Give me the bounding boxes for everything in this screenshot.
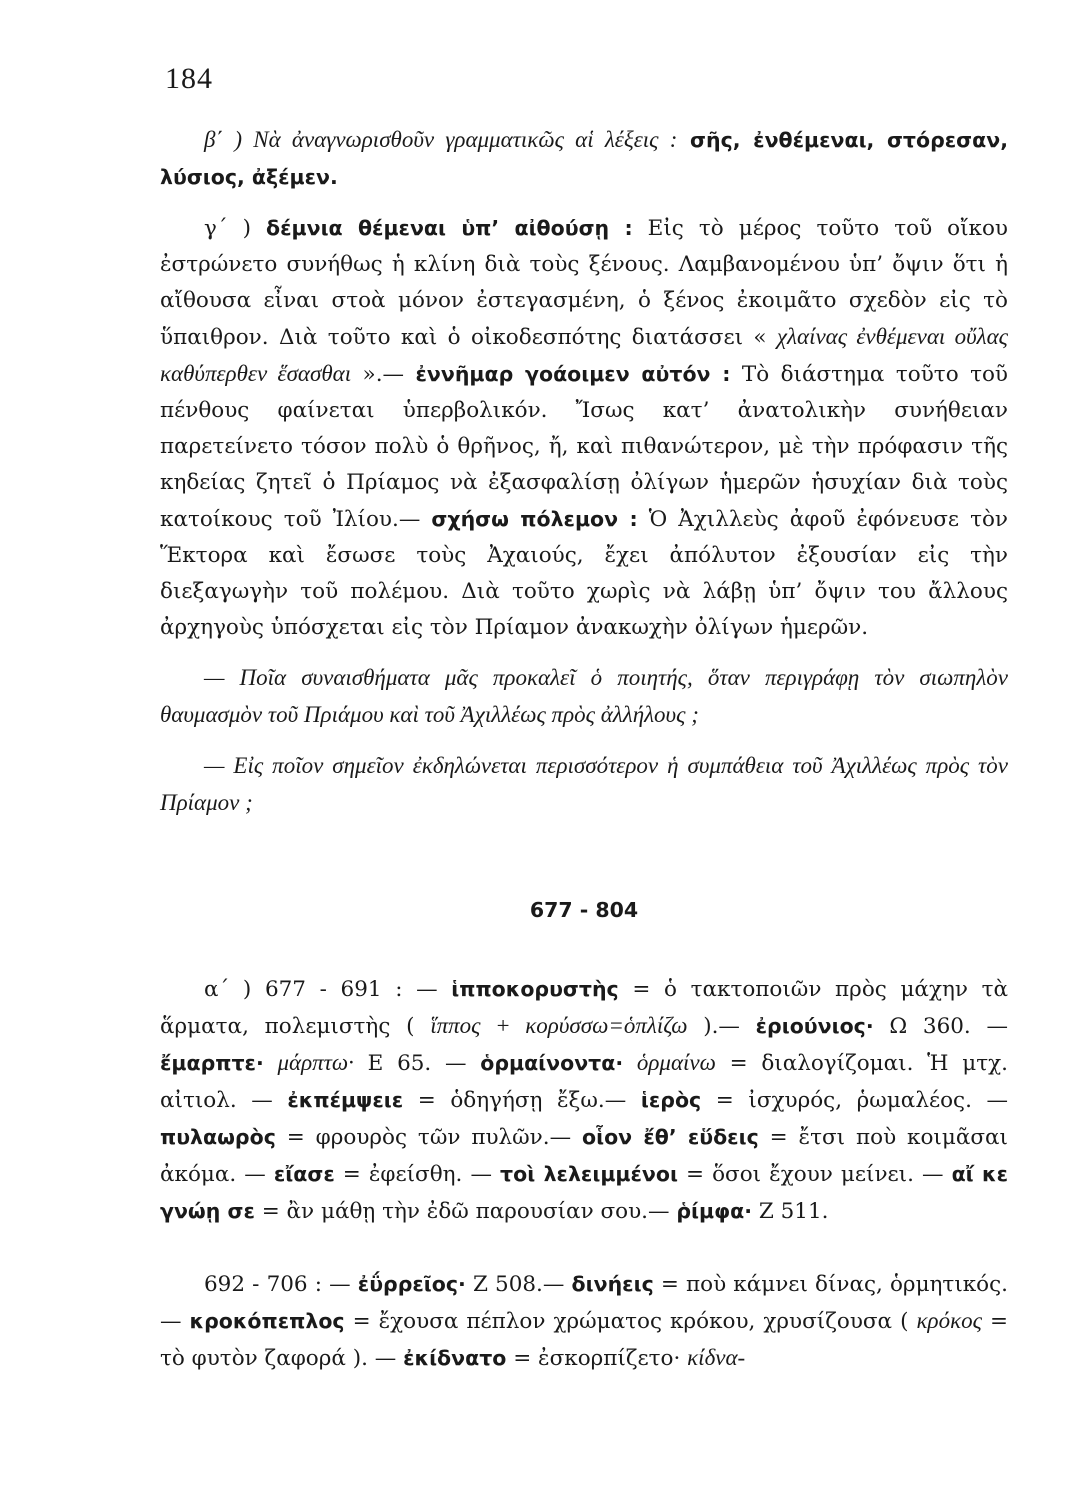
lemma-term: δέμνια θέμεναι ὑπ’ αἰθούσῃ : [266, 216, 633, 240]
body-text: = ποὺ κάμνει δίνας, ὁρμητικός.— [160, 1272, 1009, 1334]
paragraph-beta [160, 122, 1008, 196]
paragraph-alpha [160, 971, 1008, 1230]
italic-text: — Ποῖα συναισθήματα μᾶς προκαλεῖ ὁ ποιητής, ὅταν περιγράφῃ τὸν σιωπηλὸν θαυμασμὸν τοῦ Πριάμου καὶ τοῦ Ἀχιλλέως πρὸς ἀλλήλους ; [160, 665, 1008, 727]
lemma-term: ἐννῆμαρ γοάοιμεν αὐτόν : [415, 362, 731, 386]
italic-text: ὁρμαίνω [636, 1050, 716, 1075]
body-text: 692 - 706 : — [204, 1272, 358, 1297]
paragraph-gamma [160, 210, 1008, 646]
body-text: Ω 360. — [873, 1014, 1008, 1039]
body-text: Εἰς τὸ μέρος τοῦτο τοῦ οἴκου ἐστρώνετο συνήθως ἡ κλίνη διὰ τοὺς ξένους. Λαμβανομένου ὑπ’ ὄψιν ὅτι ἡ αἴθουσα εἶναι στοὰ μόνον ἐστεγασμένη, ὁ ξένος ἐκοιμᾶτο σχεδὸν εἰς τὸ ὕπαιθρον. Διὰ τοῦτο καὶ ὁ οἰκοδεσπότης διατάσσει « [160, 216, 1008, 350]
paragraph-692-706 [160, 1266, 1008, 1377]
body-text: = ὅσοι ἔχουν μείνει. — [677, 1162, 952, 1187]
body-text: = ἰσχυρός, ῥωμαλέος. — [701, 1088, 1009, 1113]
body-text [264, 1051, 278, 1076]
italic-text: — Εἰς ποῖον σημεῖον ἐκδηλώνεται περισσότερον ἡ συμπάθεια τοῦ Ἀχιλλέως πρὸς τὸν Πρίαμον ; [160, 753, 1008, 815]
lemma-term: ἐκίδνατο [403, 1346, 507, 1370]
body-text: = ἔχουσα πέπλον χρώματος κρόκου, χρυσίζουσα ( [344, 1309, 917, 1334]
question-paragraph [160, 660, 1008, 734]
lemma-term: ἱπποκορυστὴς [451, 977, 619, 1001]
section-heading [160, 892, 1008, 929]
body-text: Ζ 511. [752, 1199, 829, 1224]
body-text: Τὸ διάστημα τοῦτο τοῦ πένθους φαίνεται ὑπερβολικόν. Ἴσως κατ’ ἀνατολικὴν συνήθειαν παρετείνετο τόσον πολὺ ὁ θρῆνος, ἤ, καὶ πιθανώτερον, μὲ τὴν πρόφασιν τῆς κηδείας ζητεῖ ὁ Πρίαμος νὰ ἐξασφαλίσῃ ὀλίγων ἡμερῶν ἡσυχίαν διὰ τοὺς κατοίκους τοῦ Ἰλίου.— [160, 362, 1008, 532]
lemma-term: ὁρμαίνοντα· [480, 1051, 624, 1075]
body-text: = ὁ τακτοποιῶν πρὸς μάχην τὰ ἅρματα, πολεμιστὴς ( [160, 977, 1008, 1039]
body-text: = φρουρὸς τῶν πυλῶν.— [275, 1125, 582, 1150]
body-text: Ζ 508.— [465, 1272, 572, 1297]
lemma-term: αἴ κε γνώῃ σε [160, 1162, 1008, 1223]
body-text: = ἐσκορπίζετο· [506, 1346, 688, 1371]
body-text [623, 1051, 637, 1076]
lemma-term: ἱερὸς [640, 1088, 702, 1112]
lemma-term: δινήεις [571, 1272, 654, 1296]
lemma-term: ῥίμφα· [676, 1199, 752, 1223]
lemma-term: ἐκπέμψειε [287, 1088, 404, 1112]
italic-text: κρόκος [916, 1308, 982, 1333]
body-text: = ἂν μάθῃ τὴν ἐδῶ παρουσίαν σου.— [254, 1199, 677, 1224]
body-text: ».— [351, 362, 416, 387]
lemma-term: οἷον ἔθ’ εὕδεις [582, 1125, 759, 1149]
italic-text: ἵππος + κορύσσω=ὁπλίζω [430, 1013, 688, 1038]
body-text: = ὁδηγήσῃ ἔξω.— [403, 1088, 641, 1113]
lemma-term: ἔμαρπτε· [160, 1051, 264, 1075]
question-paragraph [160, 748, 1008, 822]
italic-text: β΄ ) Νὰ ἀναγνωρισθοῦν γραμματικῶς αἱ λέξεις : [204, 127, 678, 152]
body-text: ).— [687, 1014, 756, 1039]
lemma-term: τοὶ λελειμμένοι [500, 1162, 678, 1186]
lemma-term: κροκόπεπλος [189, 1309, 345, 1333]
lemma-term: πυλαωρὸς [160, 1125, 276, 1149]
body-text: α΄ ) 677 - 691 : — [204, 977, 452, 1002]
italic-text: κίδνα- [687, 1345, 746, 1370]
body-text: = ἐφείσθη. — [334, 1162, 501, 1187]
body-text: = διαλογίζομαι. Ἡ μτχ. αἰτιολ. — [160, 1051, 1008, 1113]
body-text: Ὁ Ἀχιλλεὺς ἀφοῦ ἐφόνευσε τὸν Ἕκτορα καὶ ἔσωσε τοὺς Ἀχαιούς, ἔχει ἀπόλυτον ἐξουσίαν εἰς τὴν διεξαγωγὴν τοῦ πολέμου. Διὰ τοῦτο χωρὶς νὰ λάβῃ ὑπ’ ὄψιν του ἄλλους ἀρχηγοὺς ὑπόσχεται εἰς τὸν Πρίαμον ἀνακωχὴν ὀλίγων ἡμερῶν. [160, 507, 1008, 640]
body-text: = τὸ φυτὸν ζαφορά ). — [160, 1309, 1008, 1371]
body-text: γ΄ ) [204, 216, 267, 241]
lemma-term: σχήσω πόλεμον : [431, 507, 638, 531]
body-text: Ε 65. — [353, 1051, 481, 1076]
lemma-term: 677 - 804 [529, 898, 639, 922]
lemma-term: ἐΰρρεῖος· [357, 1272, 466, 1296]
page-number: 184 [165, 62, 213, 95]
lemma-term: σῆς, ἐνθέμεναι, στόρεσαν, λύσιος, ἀξέμεν. [160, 128, 1008, 189]
italic-text: μάρπτω· [277, 1050, 354, 1075]
lemma-term: εἴασε [273, 1162, 335, 1186]
page-body [160, 122, 1008, 1377]
italic-text: χλαίνας ἐνθέμεναι οὔλας καθύπερθεν ἕσασθαι [160, 324, 1008, 386]
lemma-term: ἐριούνιος· [755, 1014, 874, 1038]
body-text: = ἔτσι ποὺ κοιμᾶσαι ἀκόμα. — [160, 1125, 1008, 1187]
